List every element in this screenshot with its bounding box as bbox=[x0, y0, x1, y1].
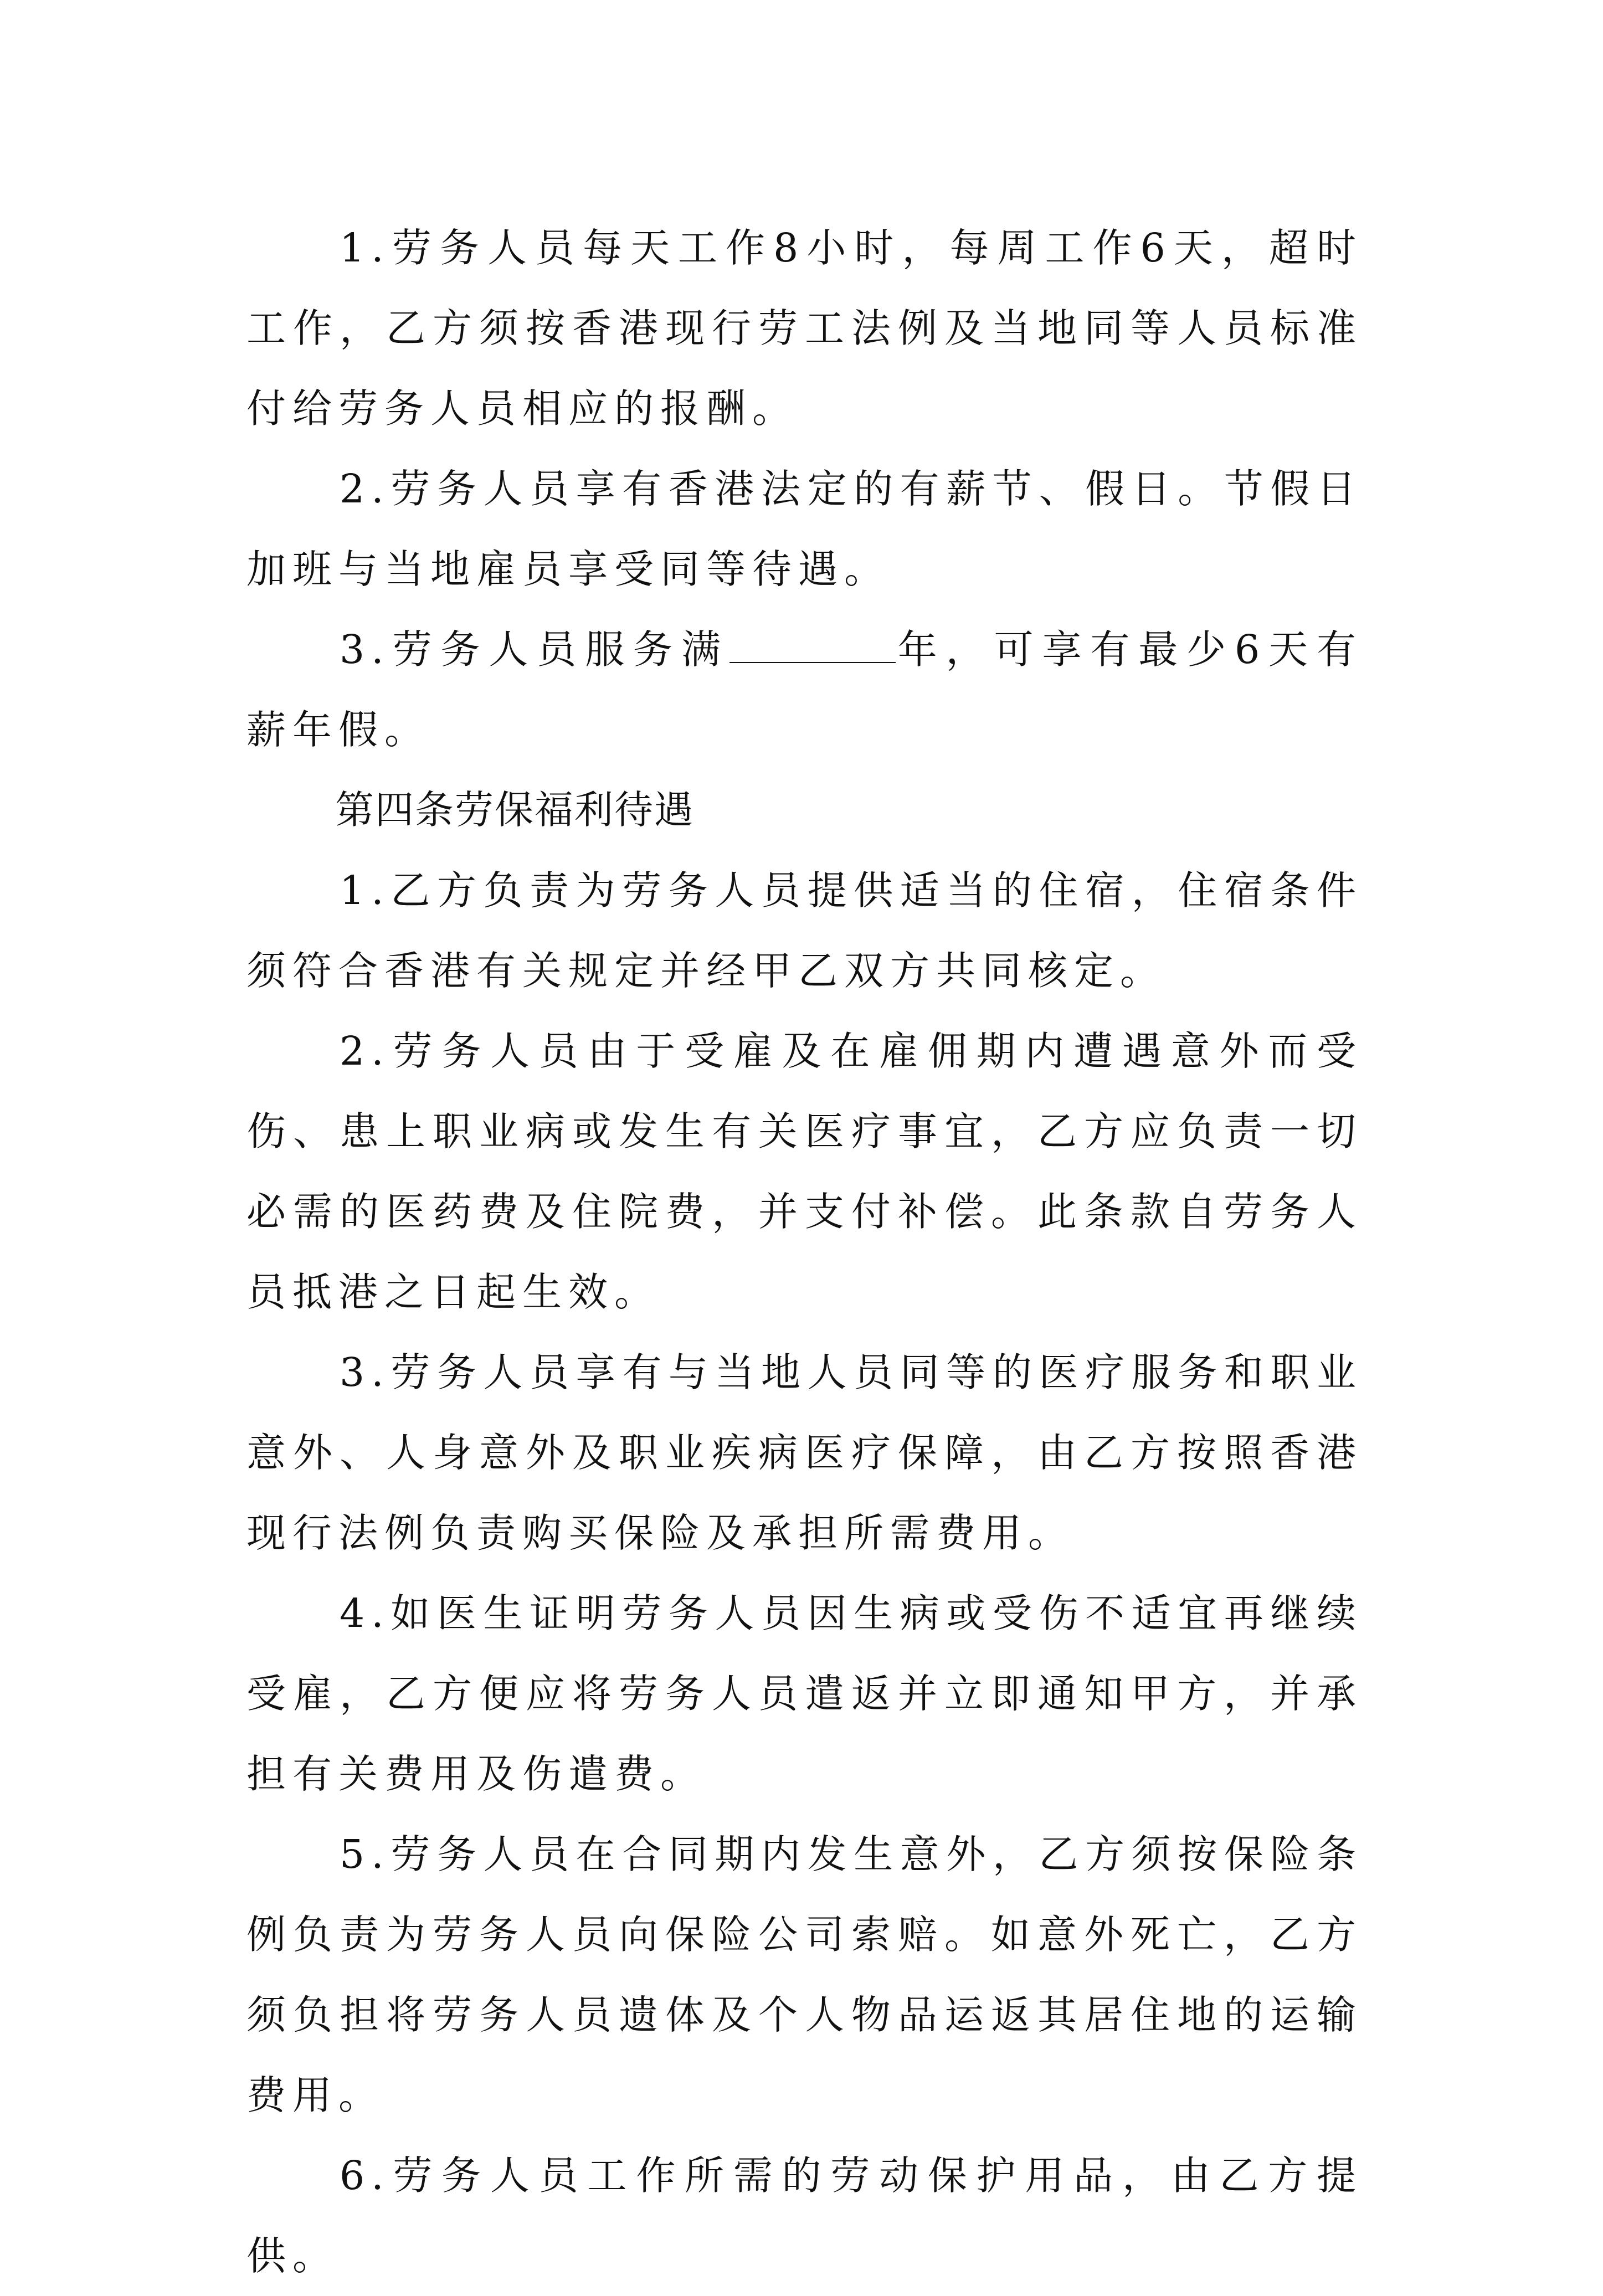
paragraph-repatriation: 4.如医生证明劳务人员因生病或受伤不适宜再继续受雇，乙方便应将劳务人员遣返并立即通知甲方，并承担有关费用及伤遣费。 bbox=[246, 1590, 1363, 1797]
paragraph-holidays: 2.劳务人员享有香港法定的有薪节、假日。节假日加班与当地雇员享受同等待遇。 bbox=[246, 466, 1363, 592]
annual-leave-text-before: 3.劳务人员服务满 bbox=[340, 626, 729, 672]
section-heading-article-4: 第四条劳保福利待遇 bbox=[335, 787, 694, 833]
paragraph-accident-claims: 5.劳务人员在合同期内发生意外，乙方须按保险条例负责为劳务人员向保险公司索赔。如意外死亡，乙方须负担将劳务人员遗体及个人物品运返其居住地的运输费用。 bbox=[246, 1831, 1363, 2118]
paragraph-annual-leave bbox=[246, 609, 1363, 770]
fill-in-blank bbox=[729, 629, 896, 663]
paragraph-accommodation: 1.乙方负责为劳务人员提供适当的住宿，住宿条件须符合香港有关规定并经甲乙双方共同核定。 bbox=[246, 867, 1363, 994]
annual-leave-text-after: 年，可享有最少6天有薪年假。 bbox=[246, 626, 1363, 753]
paragraph-injury-compensation: 2.劳务人员由于受雇及在雇佣期内遭遇意外而受伤、患上职业病或发生有关医疗事宜，乙方应负责一切必需的医药费及住院费，并支付补偿。此条款自劳务人员抵港之日起生效。 bbox=[246, 1028, 1363, 1315]
document-body bbox=[246, 208, 1363, 2296]
paragraph-working-hours: 1.劳务人员每天工作8小时，每周工作6天，超时工作，乙方须按香港现行劳工法例及当地同等人员标准付给劳务人员相应的报酬。 bbox=[246, 225, 1363, 432]
paragraph-medical-insurance: 3.劳务人员享有与当地人员同等的医疗服务和职业意外、人身意外及职业疾病医疗保障，由乙方按照香港现行法例负责购买保险及承担所需费用。 bbox=[246, 1349, 1363, 1556]
paragraph-protective-equipment: 6.劳务人员工作所需的劳动保护用品，由乙方提供。 bbox=[246, 2153, 1363, 2279]
